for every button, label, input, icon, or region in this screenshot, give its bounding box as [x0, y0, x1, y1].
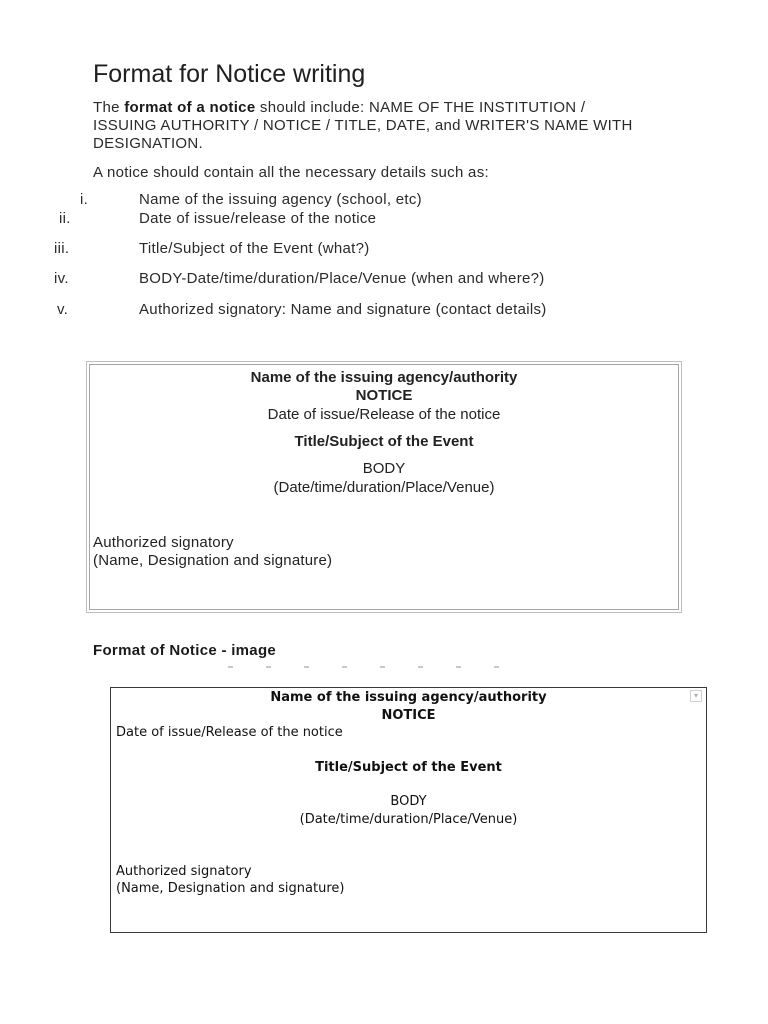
- box2-notice: NOTICE: [381, 708, 436, 723]
- box1-agency: Name of the issuing agency/authority: [250, 369, 518, 386]
- dropdown-arrow-icon: ▾: [690, 690, 702, 702]
- contain-paragraph: A notice should contain all the necessary details such as:: [93, 164, 489, 181]
- box1-body-detail: (Date/time/duration/Place/Venue): [273, 479, 495, 496]
- list-item-number: i.: [80, 191, 89, 208]
- box1-date: Date of issue/Release of the notice: [267, 406, 501, 423]
- box1-signatory: Authorized signatory: [93, 534, 234, 551]
- list-item-text: Name of the issuing agency (school, etc): [139, 191, 422, 208]
- intro-pre: The: [93, 99, 125, 116]
- box2-agency: Name of the issuing agency/authority: [270, 690, 547, 705]
- box2-body: BODY: [390, 794, 427, 809]
- list-item-number: iv.: [54, 270, 69, 287]
- box2-signatory: Authorized signatory: [116, 864, 252, 879]
- list-item-number: v.: [57, 301, 69, 318]
- intro-post: should include: NAME OF THE INSTITUTION / ISSUING AUTHORITY / NOTICE / TITLE, DATE, and WRITER'S NAME WITH DESIGNATION.: [93, 99, 633, 152]
- list-item-text: Title/Subject of the Event (what?): [139, 240, 370, 257]
- notice-format-image: [110, 687, 707, 933]
- page-title: Format for Notice writing: [93, 60, 366, 88]
- faded-text-fragment: [228, 666, 518, 668]
- box2-body-detail: (Date/time/duration/Place/Venue): [299, 812, 518, 827]
- image-heading: Format of Notice - image: [93, 642, 277, 659]
- box1-body: BODY: [362, 460, 406, 477]
- intro-paragraph: [93, 99, 653, 153]
- list-item-text: Authorized signatory: Name and signature (contact details): [139, 301, 547, 318]
- box1-signatory-detail: (Name, Designation and signature): [93, 552, 333, 569]
- list-item-text: BODY-Date/time/duration/Place/Venue (when and where?): [139, 270, 545, 287]
- box2-subject: Title/Subject of the Event: [315, 760, 502, 775]
- box1-notice: NOTICE: [355, 387, 413, 404]
- box1-subject: Title/Subject of the Event: [294, 433, 474, 450]
- list-item-text: Date of issue/release of the notice: [139, 210, 377, 227]
- intro-bold: format of a notice: [124, 99, 256, 116]
- box2-date: Date of issue/Release of the notice: [116, 725, 343, 740]
- list-item-number: ii.: [59, 210, 71, 227]
- list-item-number: iii.: [54, 240, 70, 257]
- box2-signatory-detail: (Name, Designation and signature): [116, 881, 345, 896]
